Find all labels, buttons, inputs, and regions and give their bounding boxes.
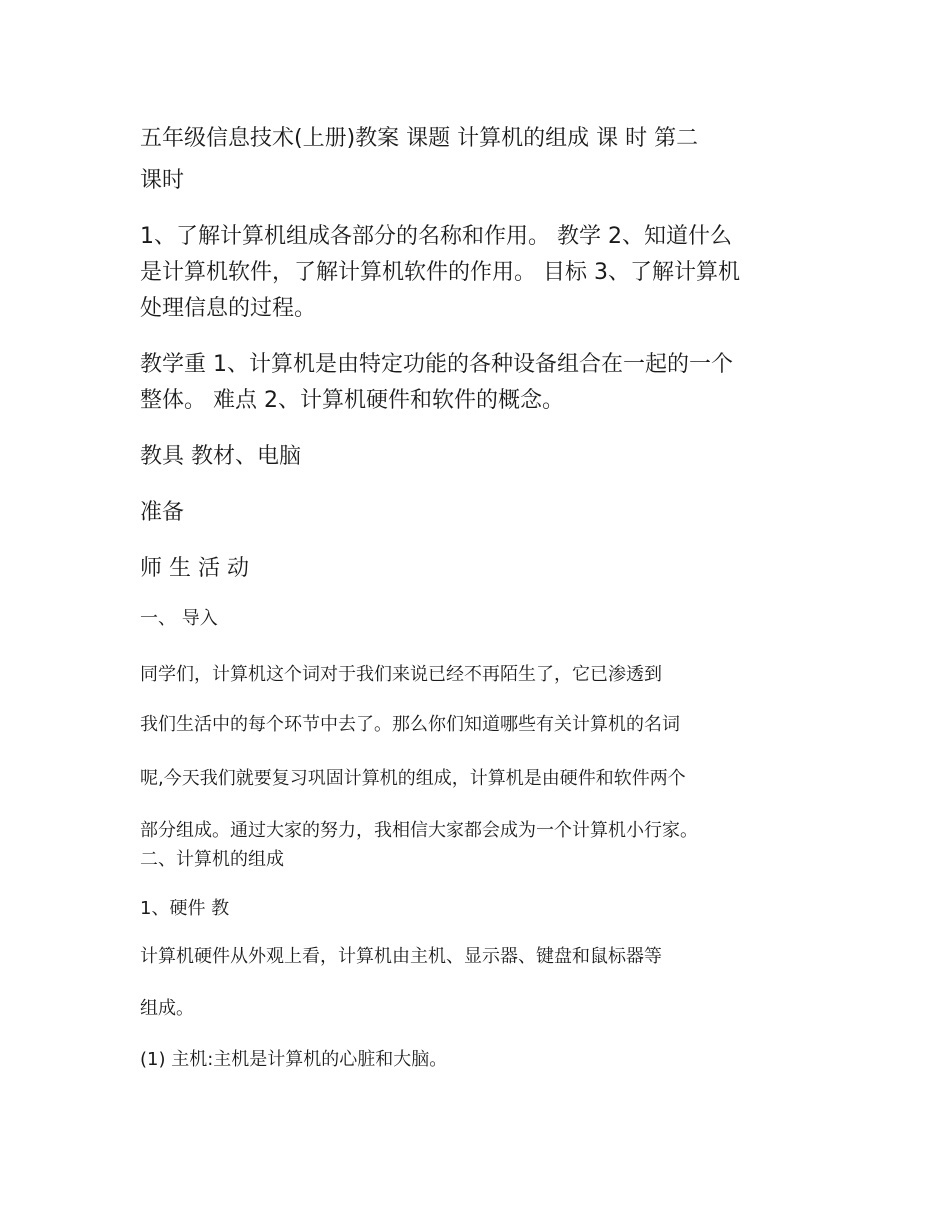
host-item: (1) 主机:主机是计算机的心脏和大脑。 bbox=[140, 1049, 448, 1070]
title-line-1: 五年级信息技术(上册)教案 课题 计算机的组成 课 时 第二 bbox=[140, 126, 699, 151]
section-1-heading: 一、 导入 bbox=[140, 608, 218, 629]
objectives-line-2: 是计算机软件，了解计算机软件的作用。 目标 3、了解计算机 bbox=[140, 260, 740, 285]
key-points-line-2: 整体。 难点 2、计算机硬件和软件的概念。 bbox=[140, 388, 564, 413]
hardware-line-2: 组成。 bbox=[140, 998, 194, 1019]
intro-line-4: 部分组成。通过大家的努力，我相信大家都会成为一个计算机小行家。 bbox=[140, 820, 698, 841]
title-line-2: 课时 bbox=[140, 168, 185, 193]
intro-line-3: 呢,今天我们就要复习巩固计算机的组成，计算机是由硬件和软件两个 bbox=[140, 768, 686, 789]
objectives-line-1: 1、了解计算机组成各部分的名称和作用。 教学 2、知道什么 bbox=[140, 224, 732, 249]
intro-line-2: 我们生活中的每个环节中去了。那么你们知道哪些有关计算机的名词 bbox=[140, 714, 680, 735]
hardware-heading: 1、硬件 教 bbox=[140, 898, 230, 919]
key-points-line-1: 教学重 1、计算机是由特定功能的各种设备组合在一起的一个 bbox=[140, 352, 733, 377]
activities-heading: 师 生 活 动 bbox=[140, 556, 249, 581]
intro-line-1: 同学们，计算机这个词对于我们来说已经不再陌生了，它已渗透到 bbox=[140, 664, 662, 685]
section-2-heading: 二、计算机的组成 bbox=[140, 849, 284, 870]
preparation-label: 准备 bbox=[140, 500, 185, 525]
objectives-line-3: 处理信息的过程。 bbox=[140, 296, 317, 321]
hardware-line-1: 计算机硬件从外观上看，计算机由主机、显示器、键盘和鼠标器等 bbox=[140, 946, 662, 967]
teaching-aids: 教具 教材、电脑 bbox=[140, 444, 301, 469]
